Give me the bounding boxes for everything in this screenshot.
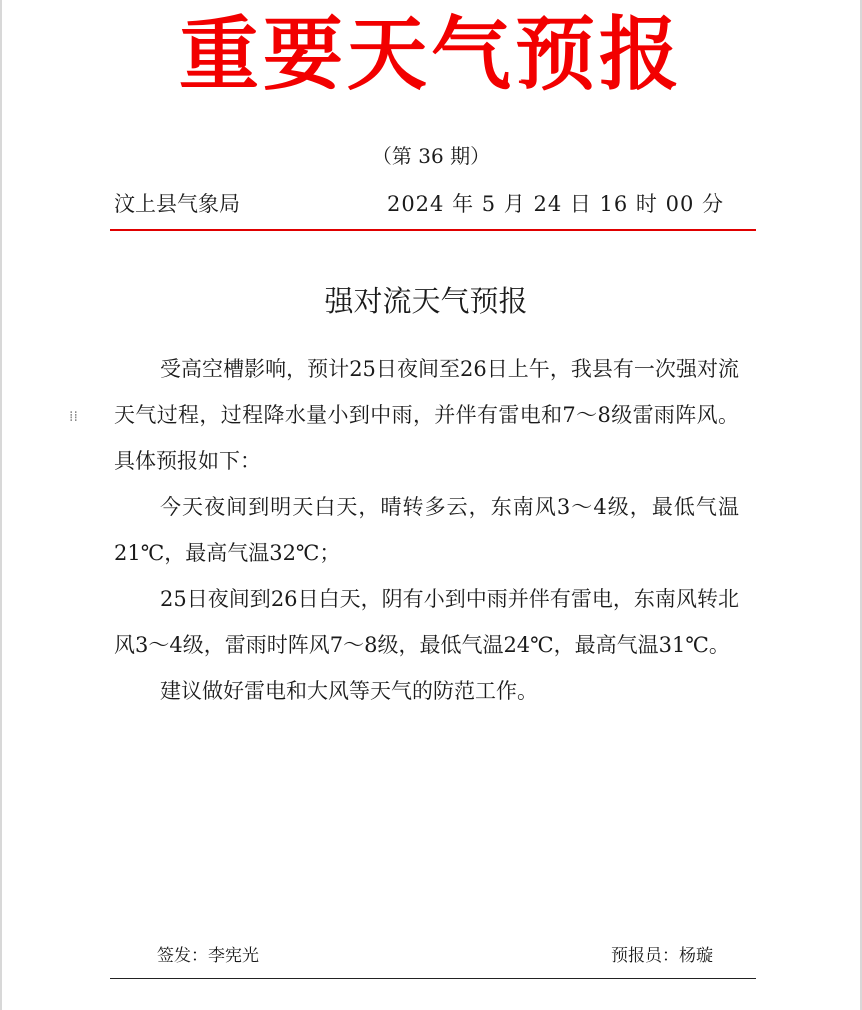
drag-handle-icon[interactable]: ⁞⁞ — [69, 409, 78, 425]
document-title: 强对流天气预报 — [324, 284, 528, 318]
paragraph-overview: 受高空槽影响，预计25日夜间至26日上午，我县有一次强对流天气过程，过程降水量小到中雨，并伴有雷电和7～8级雷雨阵风。具体预报如下： — [114, 357, 739, 473]
paragraph-tomorrow: 25日夜间到26日白天，阴有小到中雨并伴有雷电，东南风转北风3～4级，雷雨时阵风7～8级，最低气温24℃，最高气温31℃。 — [114, 587, 739, 657]
issue-time: 2024 年 5 月 24 日 16 时 00 分 — [386, 192, 724, 216]
issuer-name: 汶上县气象局 — [114, 192, 240, 216]
paragraph-advice: 建议做好雷电和大风等天气的防范工作。 — [160, 679, 538, 703]
paragraph-today: 今天夜间到明天白天，晴转多云，东南风3～4级，最低气温21℃，最高气温32℃； — [114, 495, 739, 565]
red-divider — [110, 229, 756, 231]
signatory: 签发：李宪光 — [157, 946, 259, 966]
bottom-divider — [110, 978, 756, 979]
masthead-title: 重要天气预报 — [179, 7, 683, 101]
forecaster: 预报员：杨璇 — [611, 946, 713, 966]
issue-number: （第 36 期） — [371, 144, 491, 168]
forecast-body — [114, 346, 739, 714]
